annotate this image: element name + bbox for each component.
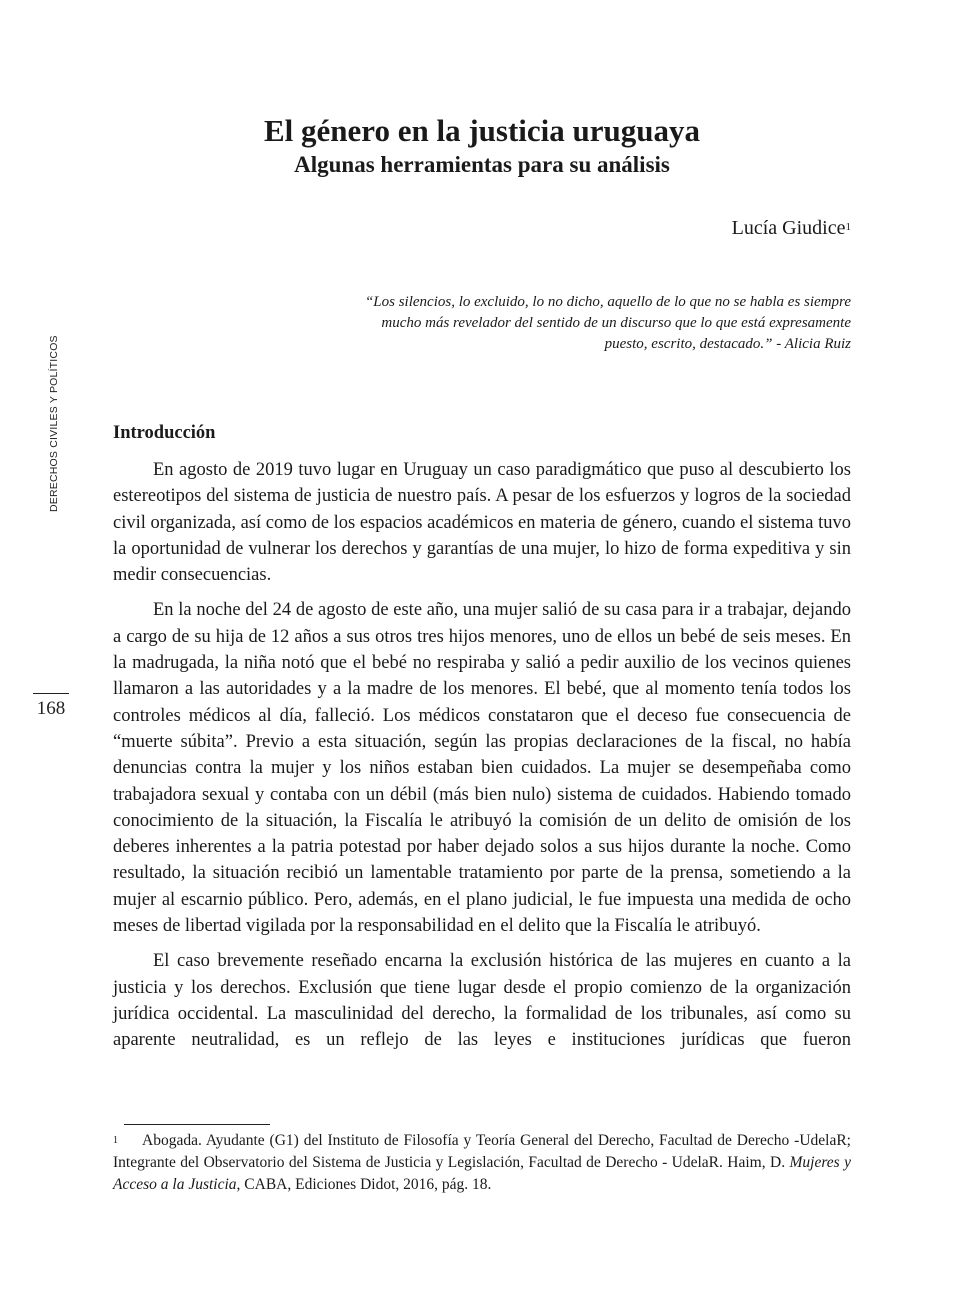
- paragraph: En la noche del 24 de agosto de este año, una mujer salió de su casa para ir a trabajar, dejando a cargo de su hija de 12 años a sus otros tres hijos menores, uno de ellos un bebé de seis meses. En la madrugada, la niña notó que el bebé no respiraba y salió a pedir auxilio de los vecinos quienes llamaron a las autoridades y a la madre de los menores. El bebé, que al momento tenía todos los controles médicos al día, falleció. Los médicos constataron que el deceso fue consecuencia de “muerte súbita”. Previo a esta situación, según las propias declaraciones de la fiscal, no había denuncias contra la mujer y los niños estaban bien cuidados. La mujer se desempeñaba como trabajadora sexual y contaba con un débil (más bien nulo) sistema de cuidados. Habiendo tomado conocimiento de la situación, la Fiscalía le atribuyó la comisión de un delito de omisión de los deberes inherentes a la patria potestad por haber dejado solos a sus hijos durante la noche. Como resultado, la situación recibió un lamentable tratamiento por parte de la prensa, sometiendo a la mujer al escarnio público. Pero, además, en el plano judicial, le fue impuesta una medida de ocho meses de libertad vigilada por la responsabilidad en el delito que la Fiscalía le atribuyó.: [113, 600, 851, 937]
- section-heading: Introducción: [113, 423, 216, 443]
- footnote-rule: [124, 1124, 270, 1125]
- section-label-text: DERECHOS CIVILES Y POLÍTICOS: [48, 335, 60, 512]
- footnote: [113, 1130, 851, 1196]
- footnote-text-end: , CABA, Ediciones Didot, 2016, pág. 18.: [236, 1176, 492, 1193]
- footnote-text: Abogada. Ayudante (G1) del Instituto de Filosofía y Teoría General del Derecho, Facultad de Derecho -UdelaR; Integrante del Observatorio del Sistema de Justicia y Legislación, Facultad de Derecho - UdelaR. Haim, D.: [113, 1132, 851, 1171]
- epigraph-line: mucho más revelador del sentido de un discurso que lo que está expresamente: [381, 315, 851, 331]
- author-footnote-mark[interactable]: 1: [845, 221, 851, 233]
- epigraph-line: puesto, escrito, destacado.” - Alicia Ruiz: [604, 336, 851, 352]
- paragraph: En agosto de 2019 tuvo lugar en Uruguay un caso paradigmático que puso al descubierto los estereotipos del sistema de justicia de nuestro país. A pesar de los esfuerzos y logros de la sociedad civil organizada, así como de los espacios académicos en materia de género, cuando el sistema tuvo la oportunidad de vulnerar los derechos y garantías de una mujer, lo hizo de forma expeditiva y sin medir consecuencias.: [113, 460, 851, 586]
- footnote-book-title: Mujeres y Acceso a la Justicia: [113, 1154, 851, 1193]
- footnote-mark: 1: [113, 1135, 118, 1146]
- running-section-label: [48, 316, 62, 512]
- epigraph-line: “Los silencios, lo excluido, lo no dicho, aquello de lo que no se habla es siempre: [364, 294, 851, 310]
- paragraph: El caso brevemente reseñado encarna la exclusión histórica de las mujeres en cuanto a la justicia y los derechos. Exclusión que tiene lugar desde el propio comienzo de la organización jurídica occidental. La masculinidad del derecho, la formalidad de los tribunales, así como su aparente neutralidad, es un reflejo de las leyes e instituciones jurídicas que fueron: [113, 951, 851, 1051]
- epigraph: [330, 292, 851, 355]
- page-number: 168: [36, 698, 66, 719]
- body-text: [113, 457, 851, 1063]
- article-subtitle: Algunas herramientas para su análisis: [294, 152, 670, 177]
- article-title: El género en la justicia uruguaya: [263, 113, 701, 148]
- author-name: Lucía Giudice: [731, 217, 846, 239]
- author-line: [732, 215, 851, 241]
- page-number-rule: [33, 693, 69, 694]
